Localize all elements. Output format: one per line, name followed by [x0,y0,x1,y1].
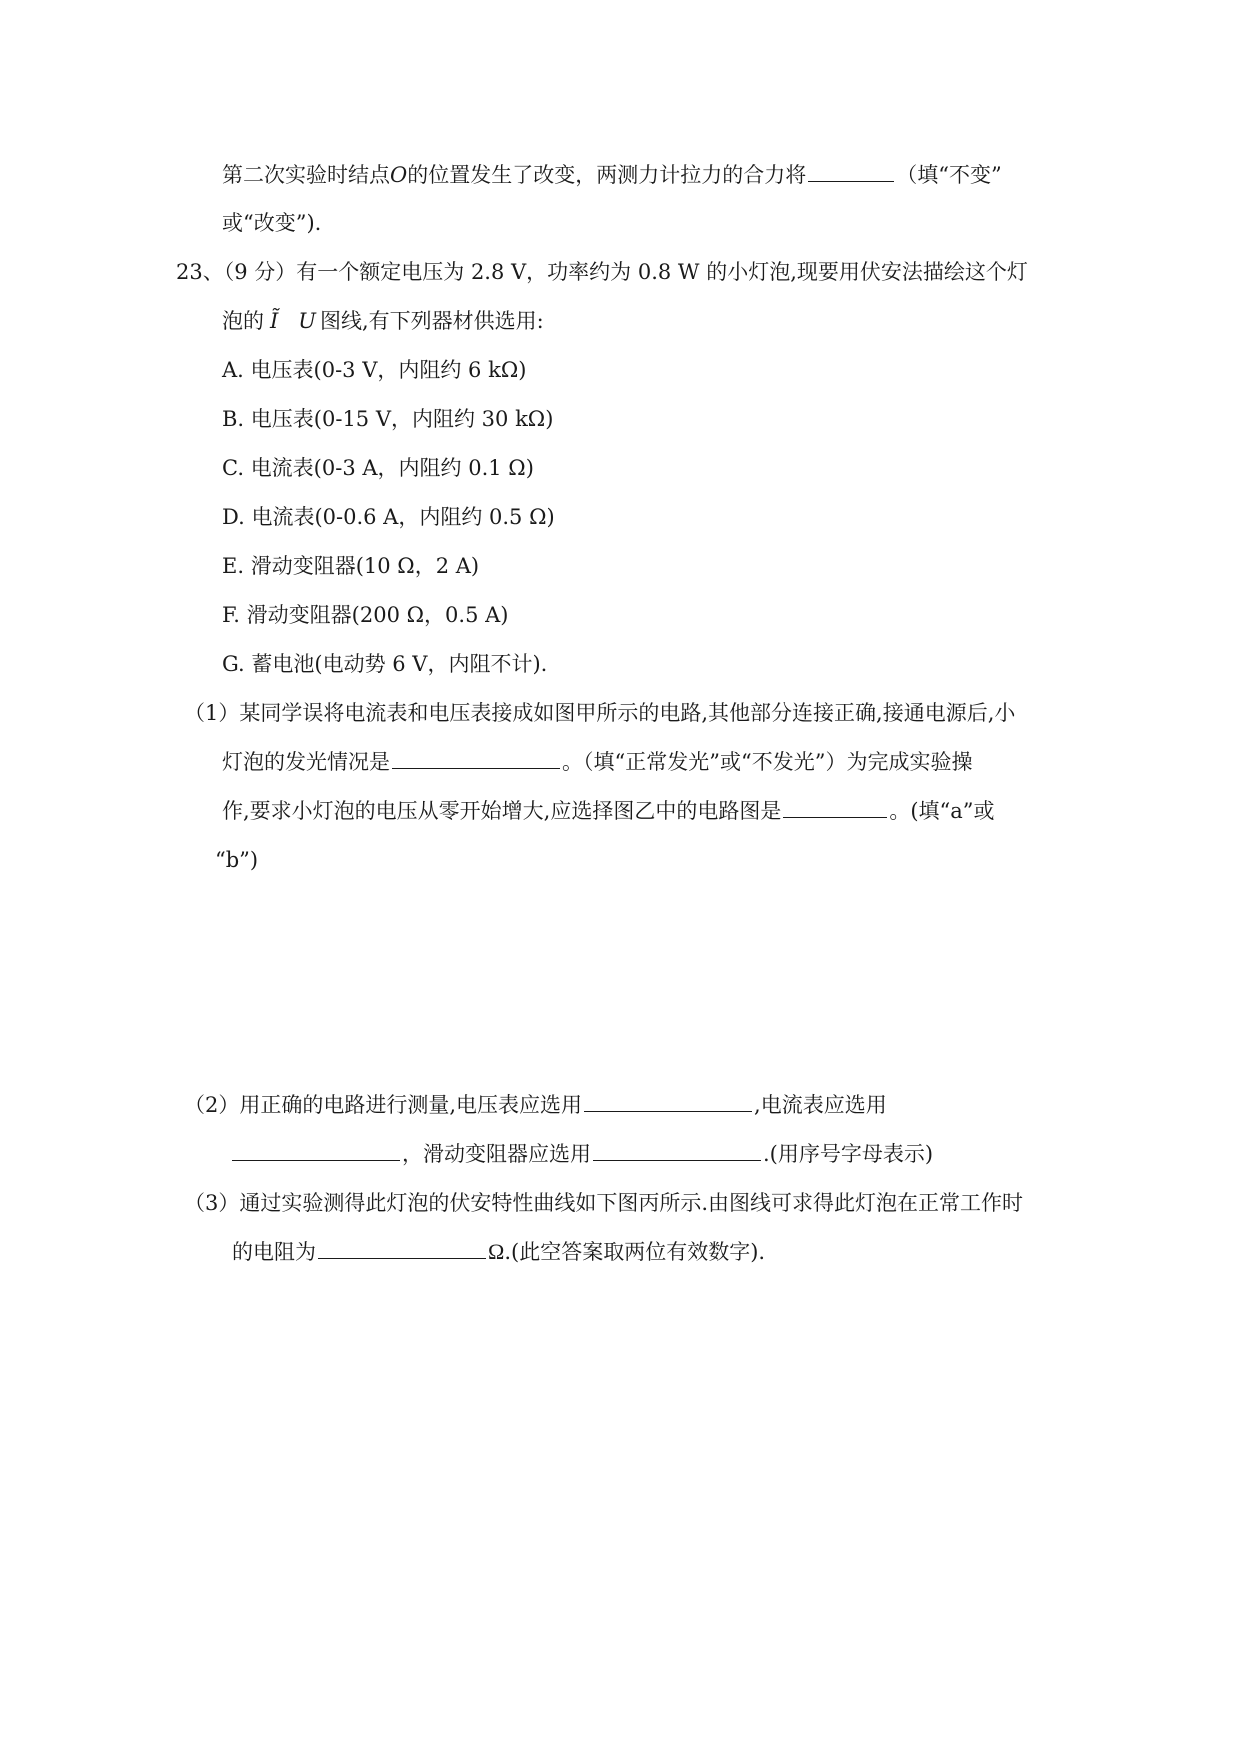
option-text: 电压表(0-3 V，内阻约 6 kΩ) [250,358,527,382]
q23-intro-text: 图线,有下列器材供选用: [320,309,544,333]
option-label: G. [222,652,245,676]
q23-intro-text: 泡的 [222,309,264,333]
part2-text: （2）用正确的电路进行测量,电压表应选用 [184,1093,583,1117]
u-symbol: U [298,309,316,333]
option-label: D. [222,505,245,529]
q22-text: 的位置发生了改变，两测力计拉力的合力将 [407,163,807,187]
q22-line-1 [222,160,1002,190]
option-label: B. [222,407,245,431]
part1-line-4 [215,845,258,875]
option-c [222,453,534,483]
answer-blank-voltmeter[interactable] [584,1091,752,1112]
part2-text: .(用序号字母表示) [763,1142,934,1166]
question-number: 23、 [176,260,224,284]
option-label: C. [222,456,244,480]
option-text: 电压表(0-15 V，内阻约 30 kΩ) [250,407,554,431]
i-symbol: Ĩ [270,309,279,333]
answer-blank-glow[interactable] [392,748,560,769]
q23-line-2 [222,306,544,336]
answer-blank-q22[interactable] [808,161,894,182]
q22-line-2 [222,208,321,238]
part3-text: （3）通过实验测得此灯泡的伏安特性曲线如下图丙所示.由图线可求得此灯泡在正常工作时 [184,1191,1024,1215]
part3-text: 的电阻为 [232,1240,316,1264]
part1-text: 。(填“a”或 [889,799,995,823]
part1-line-1 [184,698,1015,728]
option-text: 滑动变阻器(200 Ω，0.5 A) [246,603,509,627]
option-text: 蓄电池(电动势 6 V，内阻不计). [251,652,548,676]
option-label: F. [222,603,240,627]
option-text: 滑动变阻器(10 Ω，2 A) [250,554,480,578]
part1-line-2 [222,747,972,777]
option-f [222,600,508,630]
part3-line-1 [184,1188,1023,1218]
q23-line-1 [176,257,1028,287]
option-d [222,502,555,532]
part3-text: .(此空答案取两位有效数字). [504,1240,766,1264]
option-label: E. [222,554,245,578]
part1-text: （1）某同学误将电流表和电压表接成如图甲所示的电路,其他部分连接正确,接通电源后,小 [184,701,1016,725]
q22-text: 第二次实验时结点 [222,163,390,187]
part1-text: 。（填“正常发光”或“不发光”）为完成实验操 [562,750,973,774]
q22-text: 或“改变”). [222,211,322,235]
option-a [222,355,526,385]
part1-line-3 [222,796,995,826]
part2-text: ，滑动变阻器应选用 [402,1142,591,1166]
point-o-symbol: O [390,163,408,187]
q23-intro-text: （9 分）有一个额定电压为 2.8 V，功率约为 0.8 W 的小灯泡,现要用伏安法描绘这个灯 [223,260,1028,284]
ohm-unit: Ω [488,1239,505,1264]
q22-text: （填“不变” [896,163,1002,187]
answer-blank-rheostat[interactable] [593,1140,761,1161]
option-text: 电流表(0-0.6 A，内阻约 0.5 Ω) [251,505,555,529]
part1-text: “b”) [215,848,259,872]
option-label: A. [222,358,244,382]
part2-line-2 [222,1139,933,1169]
answer-blank-resistance[interactable] [318,1238,486,1259]
part1-text: 作,要求小灯泡的电压从零开始增大,应选择图乙中的电路图是 [222,799,782,823]
option-b [222,404,553,434]
part1-text: 灯泡的发光情况是 [222,750,390,774]
option-text: 电流表(0-3 A，内阻约 0.1 Ω) [250,456,534,480]
part3-line-2 [232,1237,765,1267]
option-e [222,551,479,581]
answer-blank-ammeter[interactable] [232,1140,400,1161]
part2-text: ,电流表应选用 [754,1093,887,1117]
option-g [222,649,547,679]
part2-line-1 [184,1090,887,1120]
answer-blank-circuit[interactable] [783,797,887,818]
